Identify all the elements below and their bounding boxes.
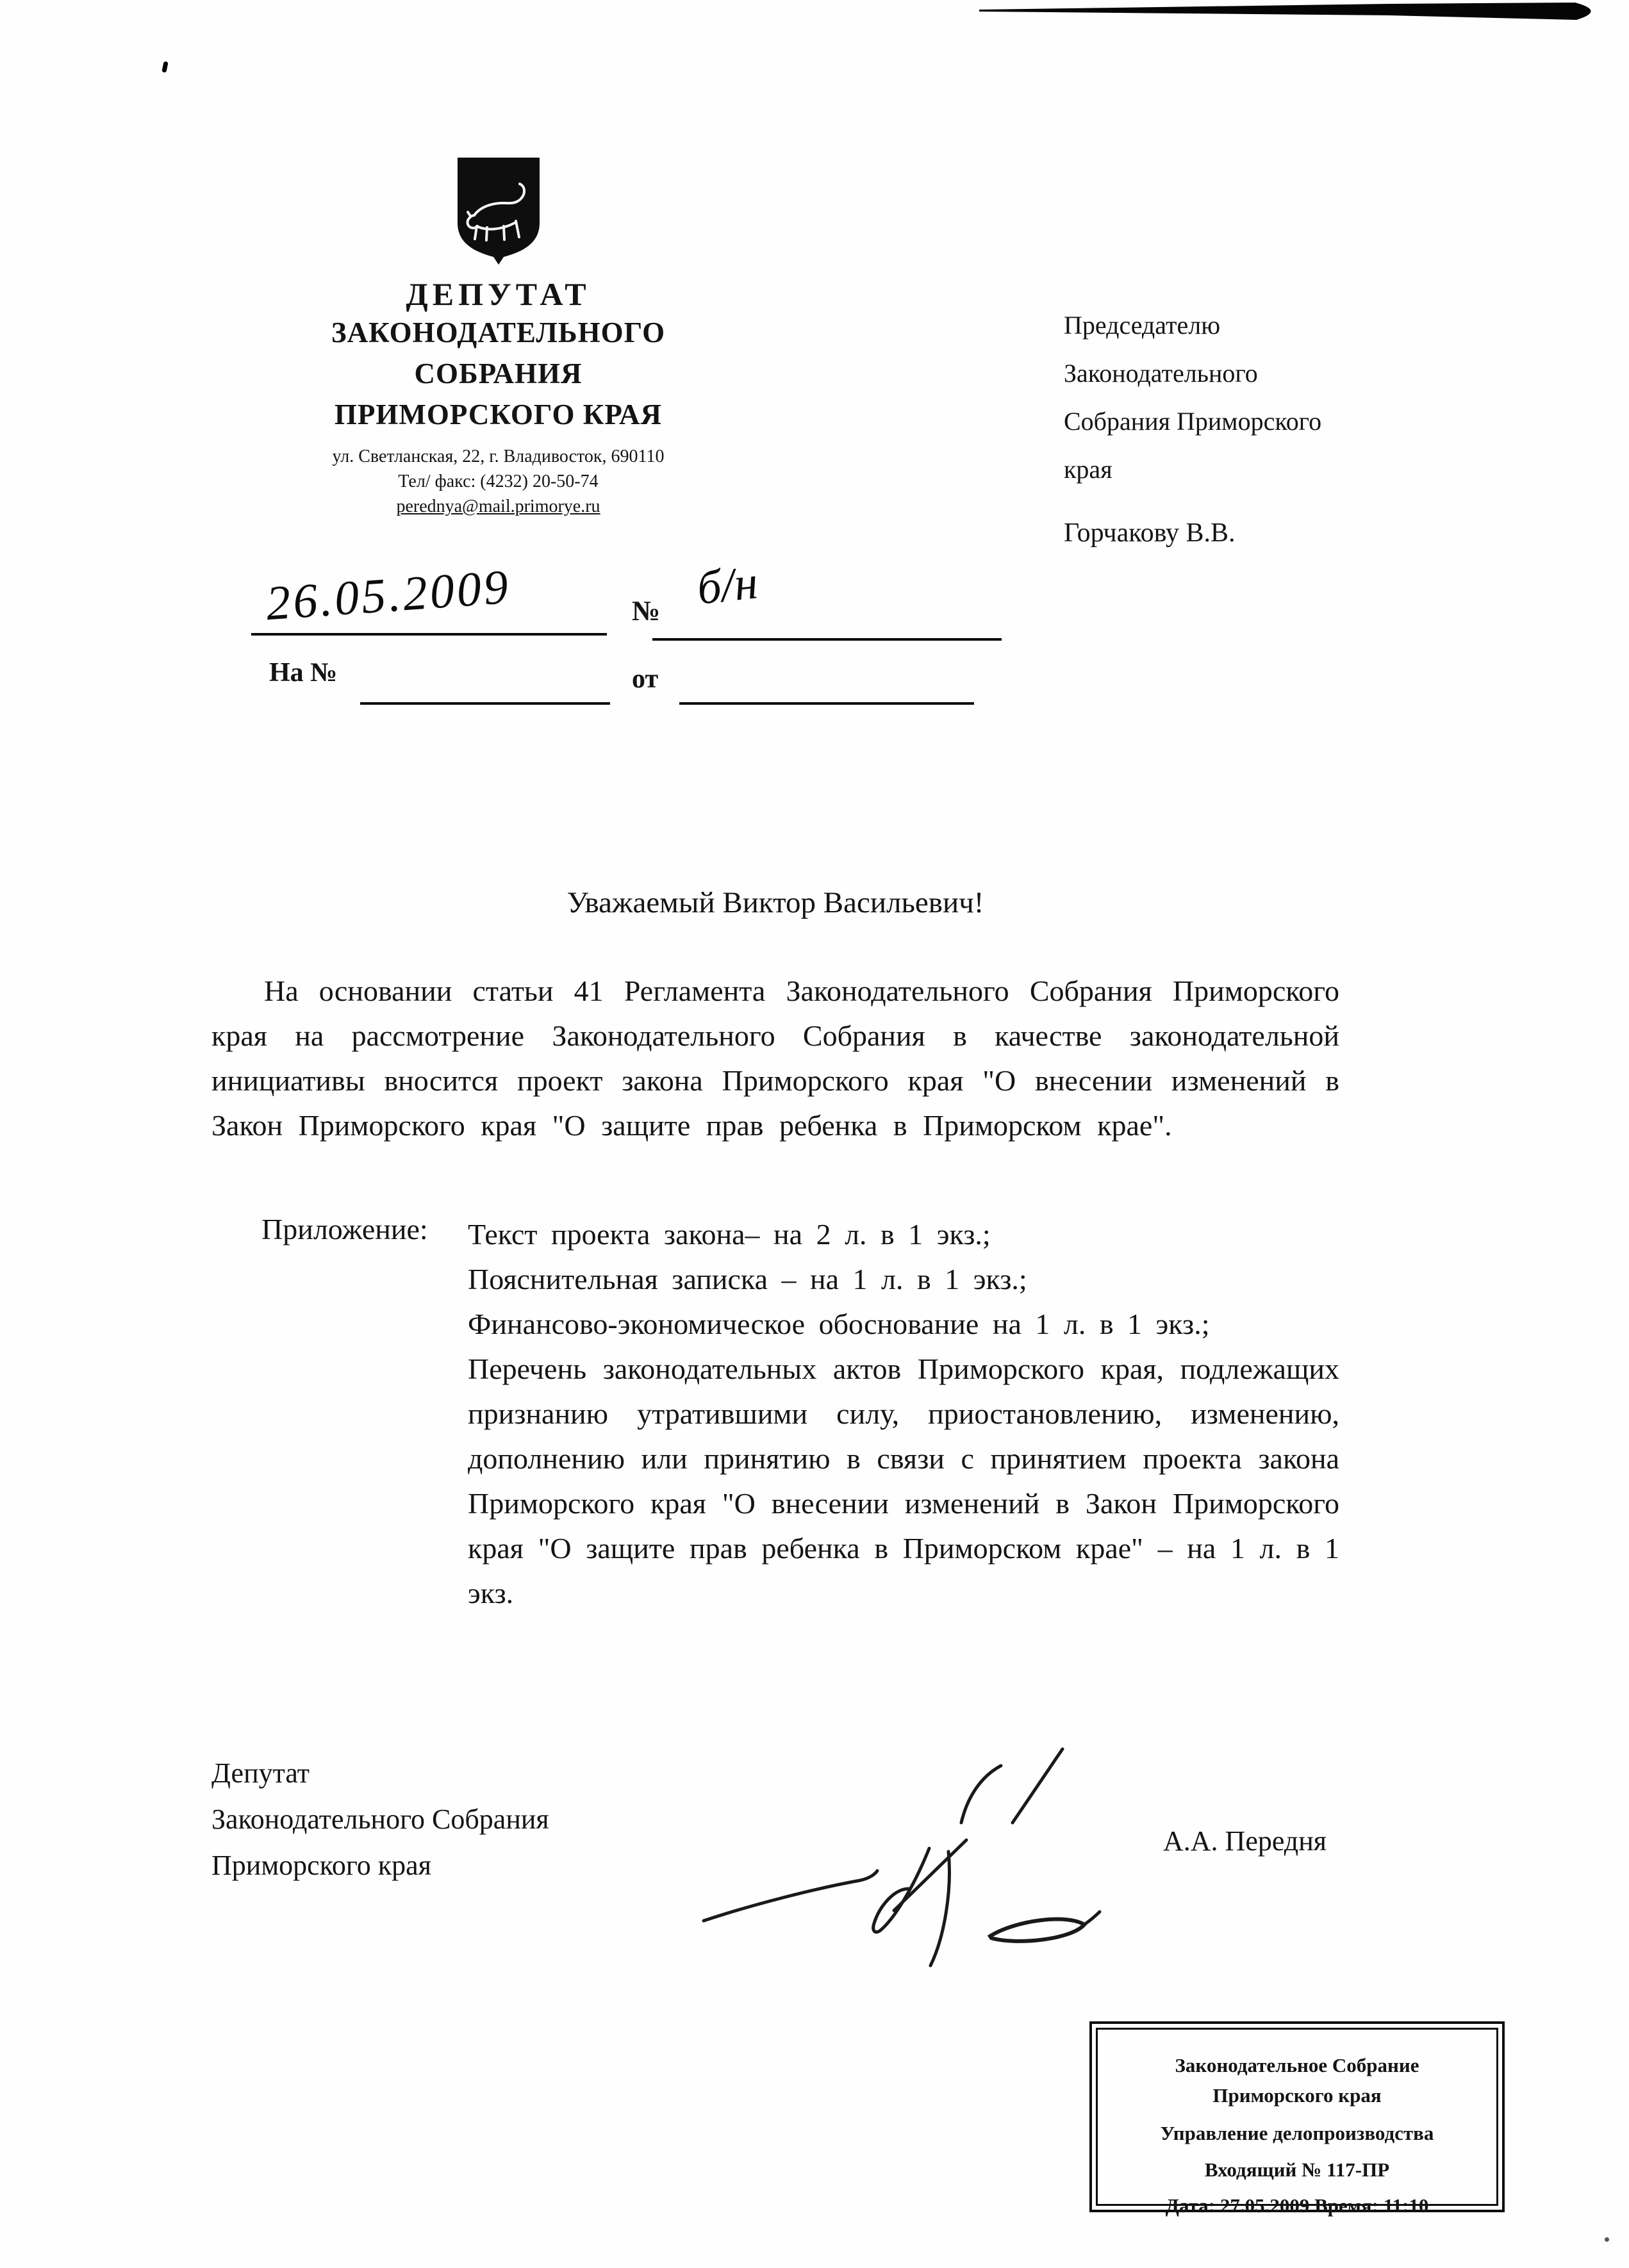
addressee-line: Собрания Приморского [1064,407,1322,436]
attachment-item: Пояснительная записка – на 1 л. в 1 экз.; [468,1263,1027,1295]
signer-position-line: Депутат [211,1757,310,1789]
number-underline [652,638,1002,641]
handwritten-number: б/н [694,556,761,615]
attachment-list [468,1212,1339,1616]
letterhead [269,154,727,519]
addressee-block [1064,301,1448,493]
ink-speck-artifact [161,61,168,72]
letterhead-contacts [269,444,727,519]
stamp-incoming-number: Входящий № 117-ПР [1204,2158,1390,2181]
from-date-underline [679,702,974,705]
addressee-name: Горчакову В.В. [1064,518,1236,548]
stamp-date-time: Дата: 27.05.2009 Время: 11:10 [1165,2194,1429,2217]
signer-name: А.А. Передня [1163,1825,1327,1857]
reply-to-underline [360,702,610,705]
stamp-org-line2: Приморского края [1212,2084,1382,2107]
letterhead-title-line1: ДЕПУТАТ [406,276,591,312]
attachment-item: Финансово-экономическое обоснование на 1 л. в 1 экз.; [468,1308,1210,1340]
stamp-department: Управление делопроизводства [1160,2122,1434,2144]
number-label: № [632,595,661,627]
ink-dot-artifact [1605,2237,1609,2242]
signer-position-line: Приморского края [211,1850,431,1881]
stamp-org-line1: Законодательное Собрание [1175,2054,1419,2076]
attachment-item: Перечень законодательных актов Приморского края, подлежащих признанию утратившими силу, приостановлению, изменению, дополнению или принятию в связи с принятием проекта закона Приморского края "О внесении изменений в Закон Приморского края "О защите прав ребенка в Приморском крае" – на 1 л. в 1 экз. [468,1352,1339,1609]
scan-streak-artifact [979,1,1610,23]
from-date-label: от [632,664,659,694]
letterhead-phone: Тел/ факс: (4232) 20-50-74 [398,472,599,491]
date-underline [251,633,607,636]
attachment-label: Приложение: [261,1213,428,1245]
attachment-item: Текст проекта закона– на 2 л. в 1 экз.; [468,1218,991,1251]
reply-to-label: На № [269,658,338,687]
salutation: Уважаемый Виктор Васильевич! [566,886,984,919]
addressee-line: Председателю [1064,311,1221,340]
letterhead-title-line3: СОБРАНИЯ [414,357,583,390]
stamp-inner-frame [1096,2028,1498,2217]
signer-position-block [211,1750,549,1889]
handwritten-signature [692,1723,1102,1980]
letterhead-email: perednya@mail.primorye.ru [396,497,600,516]
incoming-registration-stamp [1089,2021,1505,2217]
addressee-line: Законодательного [1064,359,1258,388]
signer-position-line: Законодательного Собрания [211,1804,549,1835]
letterhead-title-line2: ЗАКОНОДАТЕЛЬНОГО [331,316,666,349]
tiger-shield-emblem [454,154,543,266]
letterhead-title-line4: ПРИМОРСКОГО КРАЯ [334,399,663,431]
handwritten-date: 26.05.2009 [264,559,513,631]
letterhead-address: ул. Светланская, 22, г. Владивосток, 690110 [332,447,665,466]
addressee-line: края [1064,455,1112,484]
body-paragraph: На основании статьи 41 Регламента Законодательного Собрания Приморского края на рассмотрение Законодательного Собрания в качестве законодательной инициативы вносится проект закона Приморского края "О внесении изменений в Закон Приморского края "О защите прав ребенка в Приморском крае". [211,974,1339,1142]
